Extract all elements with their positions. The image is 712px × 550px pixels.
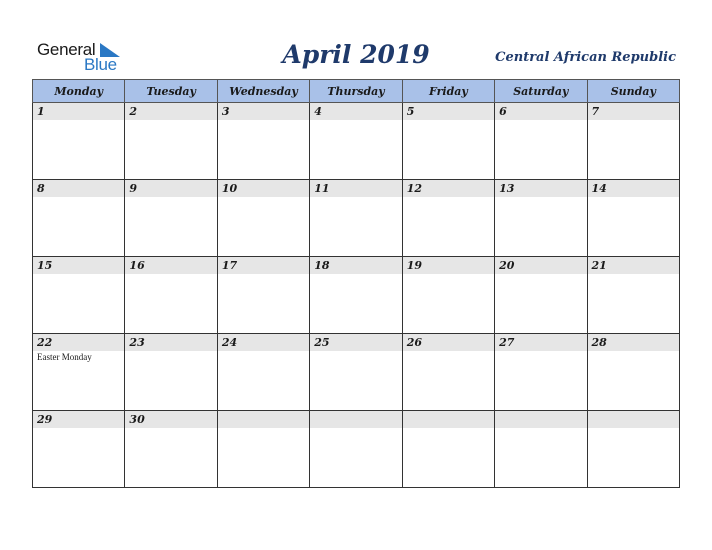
day-cell-empty — [495, 411, 587, 488]
day-number: 27 — [495, 334, 586, 351]
day-cell — [587, 103, 679, 180]
day-number: 23 — [125, 334, 216, 351]
day-cell — [33, 411, 125, 488]
holiday-label: Easter Monday — [37, 352, 92, 362]
day-number: 8 — [33, 180, 124, 197]
day-cell — [402, 257, 494, 334]
day-number — [218, 411, 309, 428]
weekday-header-row — [33, 80, 680, 103]
week-row — [33, 180, 680, 257]
day-number: 18 — [310, 257, 401, 274]
day-number: 17 — [218, 257, 309, 274]
day-number: 30 — [125, 411, 216, 428]
week-row — [33, 257, 680, 334]
weekday-header: Thursday — [310, 80, 402, 103]
day-number: 15 — [33, 257, 124, 274]
day-cell — [125, 411, 217, 488]
country-name: Central African Republic — [495, 50, 676, 65]
day-number: 3 — [218, 103, 309, 120]
week-row — [33, 103, 680, 180]
day-cell — [402, 103, 494, 180]
logo-text-blue: Blue — [84, 55, 117, 74]
weekday-header: Sunday — [587, 80, 679, 103]
day-number: 29 — [33, 411, 124, 428]
day-number: 6 — [495, 103, 586, 120]
day-cell — [587, 257, 679, 334]
day-number: 28 — [588, 334, 679, 351]
week-row — [33, 411, 680, 488]
day-cell — [495, 334, 587, 411]
day-number: 11 — [310, 180, 401, 197]
day-cell — [402, 180, 494, 257]
day-number: 4 — [310, 103, 401, 120]
calendar-grid — [32, 79, 680, 488]
day-cell — [33, 180, 125, 257]
day-number: 7 — [588, 103, 679, 120]
day-cell — [310, 180, 402, 257]
day-number: 21 — [588, 257, 679, 274]
day-cell — [495, 257, 587, 334]
day-cell — [310, 103, 402, 180]
day-number — [588, 411, 679, 428]
day-cell-empty — [587, 411, 679, 488]
weekday-header: Monday — [33, 80, 125, 103]
day-cell — [217, 103, 309, 180]
day-number: 22 — [33, 334, 124, 351]
day-cell-empty — [217, 411, 309, 488]
day-cell — [310, 334, 402, 411]
day-cell — [310, 257, 402, 334]
day-cell-empty — [402, 411, 494, 488]
day-number — [403, 411, 494, 428]
weekday-header: Saturday — [495, 80, 587, 103]
day-cell — [125, 180, 217, 257]
day-number: 24 — [218, 334, 309, 351]
day-number: 12 — [403, 180, 494, 197]
day-number: 16 — [125, 257, 216, 274]
day-number: 9 — [125, 180, 216, 197]
generalblue-logo — [37, 40, 137, 74]
day-number: 26 — [403, 334, 494, 351]
day-cell — [217, 334, 309, 411]
day-cell — [125, 334, 217, 411]
day-cell — [33, 257, 125, 334]
day-cell — [495, 180, 587, 257]
day-number: 1 — [33, 103, 124, 120]
day-cell — [33, 103, 125, 180]
day-number: 2 — [125, 103, 216, 120]
day-cell — [125, 257, 217, 334]
day-cell — [33, 334, 125, 411]
logo-text-general: General — [37, 40, 96, 59]
day-number — [310, 411, 401, 428]
day-cell — [217, 257, 309, 334]
day-number: 5 — [403, 103, 494, 120]
day-number: 14 — [588, 180, 679, 197]
day-cell — [217, 180, 309, 257]
day-number: 10 — [218, 180, 309, 197]
day-cell — [587, 334, 679, 411]
day-cell — [402, 334, 494, 411]
day-number: 19 — [403, 257, 494, 274]
day-cell-empty — [310, 411, 402, 488]
day-cell — [587, 180, 679, 257]
day-number — [495, 411, 586, 428]
weekday-header: Friday — [402, 80, 494, 103]
week-row — [33, 334, 680, 411]
day-number: 13 — [495, 180, 586, 197]
weekday-header: Wednesday — [217, 80, 309, 103]
day-cell — [125, 103, 217, 180]
day-cell — [495, 103, 587, 180]
page-title: April 2019 — [282, 40, 430, 69]
weekday-header: Tuesday — [125, 80, 217, 103]
day-number: 20 — [495, 257, 586, 274]
day-number: 25 — [310, 334, 401, 351]
